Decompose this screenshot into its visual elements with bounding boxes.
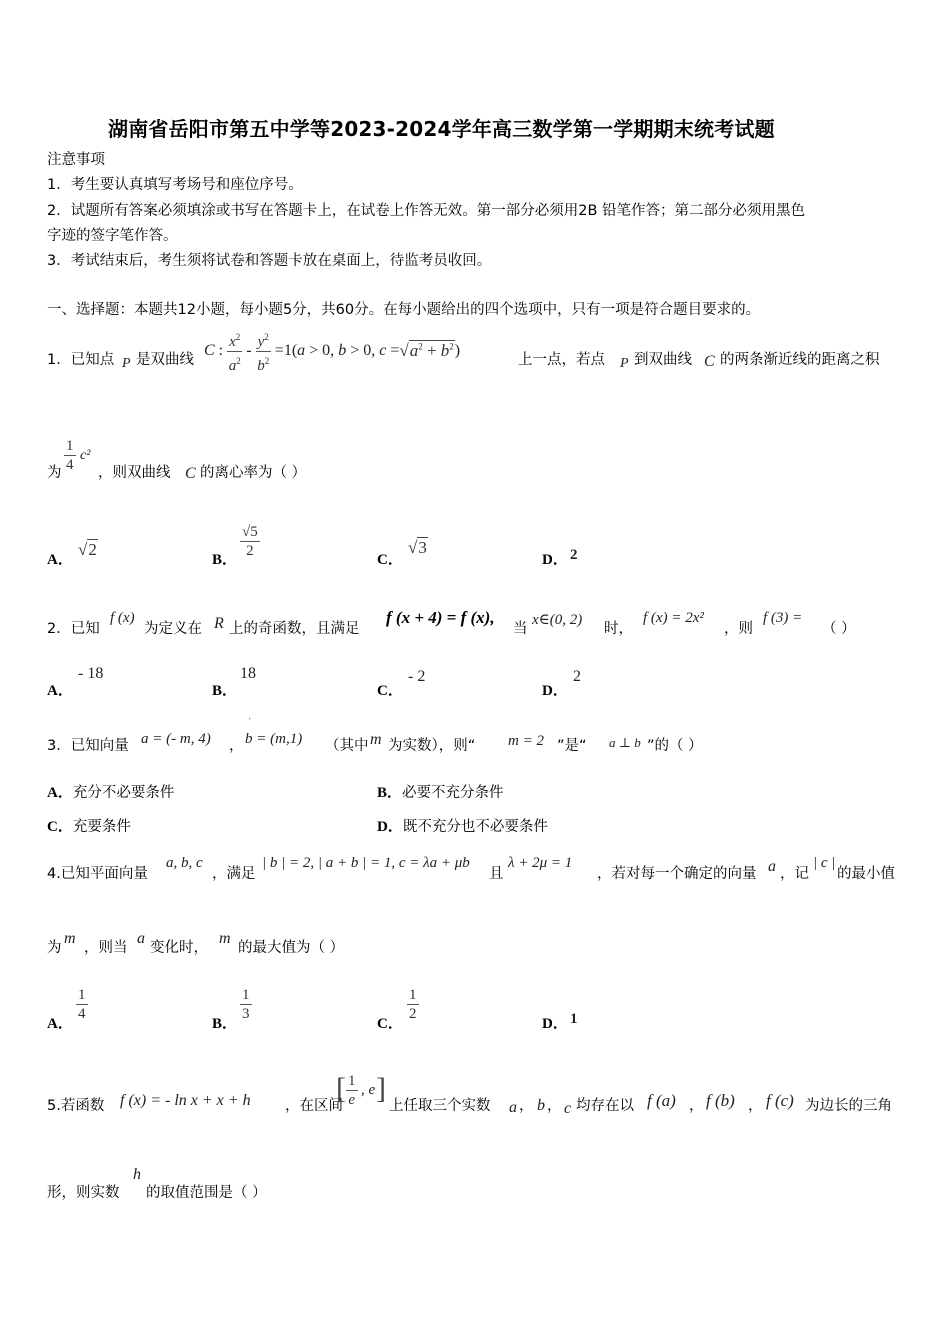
q3-vector-arrow: ˈ	[248, 716, 252, 728]
q1-hyperbola-formula: C : $\frac{x^2}{a^2}$ - $\frac{y^2}{b^2}$ =1(a > 0, b > 0, c = $√a^2 + b^2$ )	[204, 328, 460, 374]
q4-option-a[interactable]: A．	[47, 1016, 73, 1032]
q4-abs-c: | c |	[813, 855, 836, 871]
q1-option-b[interactable]: B．	[212, 552, 238, 568]
q2-option-d-value: 2	[573, 668, 581, 685]
q1-option-a[interactable]: A．	[47, 552, 73, 568]
q5-fb: f (b)	[706, 1091, 735, 1110]
q2-text: 上的奇函数，且满足	[229, 621, 360, 637]
q5-function: f (x) = - ln x + x + h	[120, 1092, 251, 1109]
note-item: 1．考生要认真填写考场号和座位序号。	[47, 177, 303, 193]
q4-option-b[interactable]: B．	[212, 1016, 238, 1032]
q2-text: 为定义在	[144, 621, 202, 637]
q1-option-d-value: 2	[570, 547, 578, 563]
q2-option-a-value: - 18	[78, 665, 104, 682]
q1-var-c: C	[185, 465, 196, 482]
q4-option-d[interactable]: D．	[542, 1016, 568, 1032]
q2-option-b[interactable]: B．	[212, 683, 238, 699]
q2-option-b-value: 18	[240, 665, 256, 682]
q3-option-b[interactable]: B．必要不充分条件	[377, 785, 504, 801]
q4-text: 4.已知平面向量	[47, 866, 148, 882]
q4-text: 的最小值	[837, 866, 895, 882]
q2-r: R	[214, 615, 224, 632]
q5-text: 均存在以	[576, 1098, 634, 1114]
q5-interval-e: , e	[361, 1082, 376, 1098]
q1-option-c[interactable]: C．	[377, 552, 403, 568]
q1-c-squared: c²	[80, 448, 91, 463]
q3-vector-a: a = (- m, 4)	[141, 731, 211, 747]
q5-text: 形，则实数	[47, 1185, 120, 1201]
q5-text: ，在区间	[285, 1098, 343, 1114]
q3-option-a[interactable]: A．充分不必要条件	[47, 785, 175, 801]
q3-var-m: m	[370, 731, 382, 748]
q3-text: （其中	[325, 738, 369, 754]
q1-option-d[interactable]: D．	[542, 552, 568, 568]
q4-condition: | b | = 2, | a + b | = 1, c = λa + μb	[262, 855, 470, 871]
q4-vectors: a, b, c	[166, 855, 203, 871]
q4-var-a: a	[768, 858, 776, 875]
q5-text: 为边长的三角	[805, 1098, 892, 1114]
q2-interval: x∈(0, 2)	[532, 612, 583, 628]
section-heading: 一、选择题：本题共12小题，每小题5分，共60分。在每小题给出的四个选项中，只有一项是符合题目要求的。	[47, 302, 761, 318]
q3-vector-b: b = (m,1)	[245, 731, 303, 747]
q5-text: ，	[748, 1098, 763, 1114]
q5-var-h: h	[133, 1166, 141, 1183]
q1-var-p: P	[620, 356, 629, 371]
q1-text: 到双曲线	[634, 352, 692, 368]
q1-var-p: P	[122, 356, 131, 371]
q1-option-c-value: √3	[408, 538, 427, 557]
q5-var-b: b	[537, 1097, 545, 1114]
q1-option-b-value: $\frac{√5}{2}$	[242, 524, 258, 559]
q5-text: 上任取三个实数	[389, 1098, 491, 1114]
note-item: 3．考试结束后，考生须将试卷和答题卡放在桌面上，待监考员收回。	[47, 253, 492, 269]
q5-text: ，	[519, 1098, 534, 1114]
q3-condition: m = 2	[508, 733, 544, 749]
q4-text: 且	[489, 866, 504, 882]
q5-text: 的取值范围是（ ）	[146, 1185, 267, 1201]
q5-text: ，	[689, 1098, 704, 1114]
q4-option-d-value: 1	[570, 1011, 578, 1027]
q1-text: 是双曲线	[136, 352, 194, 368]
q2-text: ，则	[724, 621, 753, 637]
q5-interval-left-bracket: [	[336, 1072, 346, 1105]
q5-interval-fraction: $\frac{1}{e}$	[348, 1073, 356, 1108]
q2-option-d[interactable]: D．	[542, 683, 568, 699]
q5-var-c: c	[564, 1100, 572, 1117]
q5-fa: f (a)	[647, 1091, 676, 1110]
q2-fx: f (x)	[110, 610, 135, 626]
notes-heading: 注意事项	[47, 152, 105, 168]
q1-text: 的离心率为（ ）	[200, 465, 307, 481]
q3-text: ，	[229, 738, 244, 754]
q4-var-m: m	[64, 930, 76, 947]
q3-text: 为实数），则“	[388, 738, 476, 754]
q1-var-c: C	[704, 353, 715, 370]
q5-fc: f (c)	[766, 1091, 794, 1110]
q5-interval-right-bracket: ]	[376, 1072, 386, 1105]
q5-var-a: a	[509, 1099, 517, 1116]
q2-option-a[interactable]: A．	[47, 683, 73, 699]
q4-text: ，满足	[212, 866, 256, 882]
q5-text: ，	[547, 1098, 562, 1114]
q3-option-d[interactable]: D．既不充分也不必要条件	[377, 819, 548, 835]
q4-option-c-value: $\frac{1}{2}$	[409, 987, 417, 1022]
q5-text: 5.若函数	[47, 1098, 105, 1114]
q2-text: 时，	[604, 621, 633, 637]
q4-text: ，则当	[84, 940, 128, 956]
q4-condition-2: λ + 2μ = 1	[508, 855, 573, 871]
q4-option-a-value: $\frac{1}{4}$	[78, 987, 86, 1022]
q3-text: 3．已知向量	[47, 738, 129, 754]
q1-text: 为	[47, 465, 62, 481]
q2-option-c-value: - 2	[408, 668, 426, 685]
q1-option-a-value: √2	[78, 540, 97, 559]
q2-option-c[interactable]: C．	[377, 683, 403, 699]
q3-perpendicular: a ⊥ b	[609, 735, 641, 750]
q3-text: ”是“	[557, 738, 587, 754]
page-title: 湖南省岳阳市第五中学等2023-2024学年高三数学第一学期期末统考试题	[108, 117, 775, 141]
note-item: 字迹的签字笔作答。	[47, 228, 178, 244]
q4-text: 为	[47, 940, 62, 956]
q2-text: 当	[513, 621, 528, 637]
q4-var-a: a	[137, 930, 145, 947]
q4-text: 变化时，	[150, 940, 208, 956]
q3-text: ”的（ ）	[647, 738, 703, 754]
q4-text: 的最大值为（ ）	[238, 940, 345, 956]
q1-text: 上一点，若点	[518, 352, 605, 368]
q4-var-m: m	[219, 930, 231, 947]
q1-text: ，则双曲线	[98, 465, 171, 481]
q4-text: ，若对每一个确定的向量	[597, 866, 757, 882]
q2-text: （ ）	[822, 621, 856, 637]
q1-text: 的两条渐近线的距离之积	[720, 352, 880, 368]
note-item: 2．试题所有答案必须填涂或书写在答题卡上，在试卷上作答无效。第一部分必须用2B 铅笔作答；第二部分必须用黑色	[47, 203, 806, 219]
q2-condition: f (x + 4) = f (x),	[386, 608, 495, 627]
q1-fraction: $\frac{1}{4}$	[66, 438, 74, 473]
q3-option-c[interactable]: C．充要条件	[47, 819, 131, 835]
q1-text: 1．已知点	[47, 352, 115, 368]
q4-text: ，记	[780, 866, 809, 882]
q2-definition: f (x) = 2x²	[643, 610, 704, 626]
q2-text: 2．已知	[47, 621, 100, 637]
q4-option-b-value: $\frac{1}{3}$	[242, 987, 250, 1022]
q2-f3: f (3) =	[763, 610, 803, 626]
q4-option-c[interactable]: C．	[377, 1016, 403, 1032]
